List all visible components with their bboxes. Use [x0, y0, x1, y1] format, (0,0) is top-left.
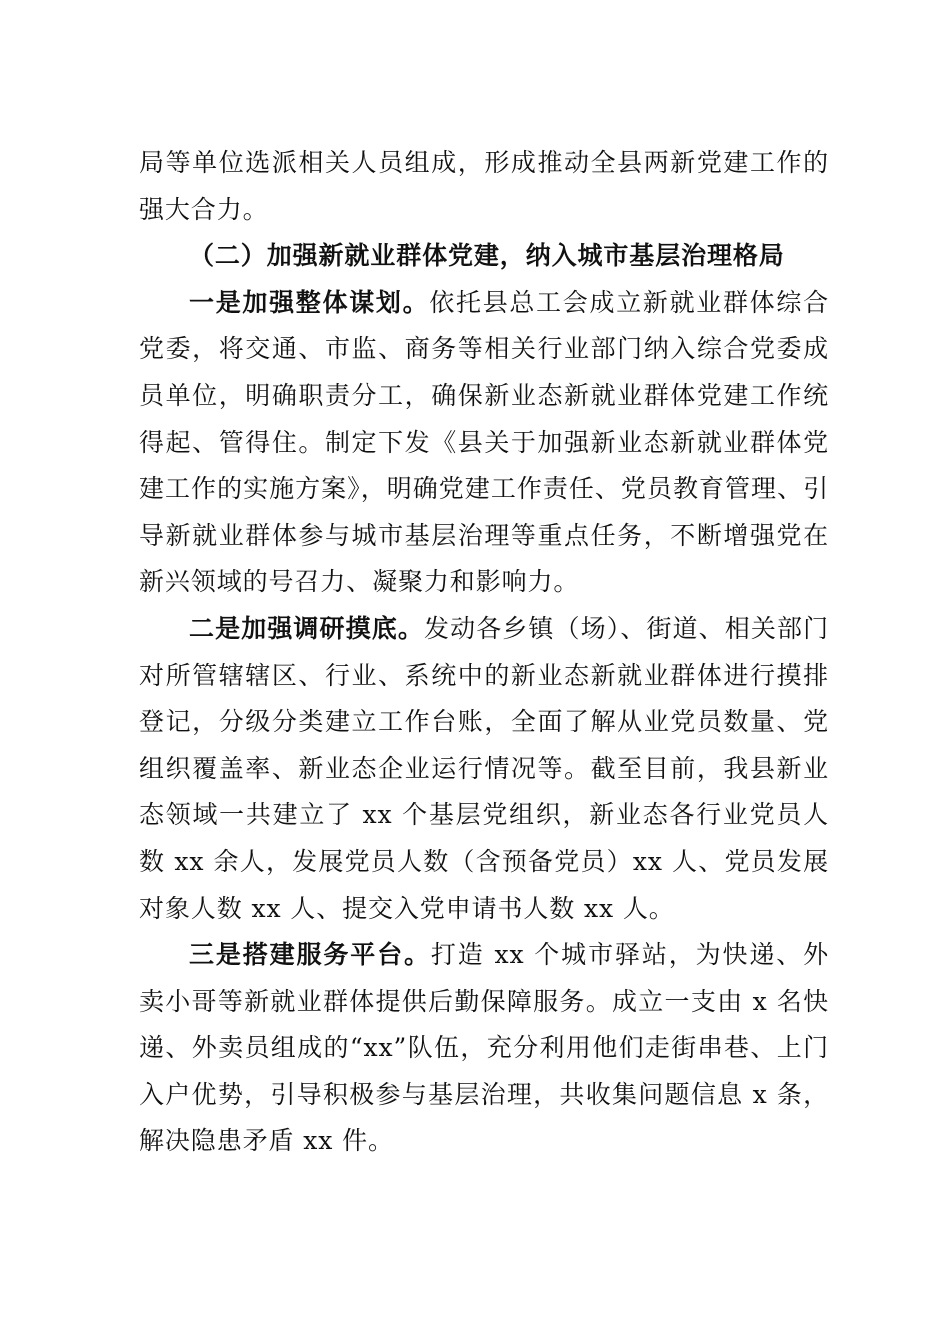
paragraph-item-3 [139, 932, 829, 1165]
section-heading: （二）加强新就业群体党建，纳入城市基层治理格局 [189, 241, 785, 271]
item-3-body: 打造 xx 个城市驿站，为快递、外卖小哥等新就业群体提供后勤保障服务。成立一支由 x 名快递、外卖员组成的“xx”队伍，充分利用他们走街串巷、上门入户优势，引导积极参与基层治理，共收集问题信息 x 条，解决隐患矛盾 xx 件。 [139, 940, 829, 1156]
item-1-lead: 一是加强整体谋划。 [189, 287, 430, 317]
item-2-body: 发动各乡镇（场）、街道、相关部门对所管辖辖区、行业、系统中的新业态新就业群体进行摸排登记，分级分类建立工作台账，全面了解从业党员数量、党组织覆盖率、新业态企业运行情况等。截至目前，我县新业态领域一共建立了 xx 个基层党组织，新业态各行业党员人数 xx 余人，发展党员人数（含预备党员）xx 人、党员发展对象人数 xx 人、提交入党申请书人数 xx 人。 [139, 613, 830, 923]
item-1-body: 依托县总工会成立新就业群体综合党委，将交通、市监、商务等相关行业部门纳入综合党委成员单位，明确职责分工，确保新业态新就业群体党建工作统得起、管得住。制定下发《县关于加强新业态新就业群体党建工作的实施方案》，明确党建工作责任、党员教育管理、引导新就业群体参与城市基层治理等重点任务，不断增强党在新兴领域的号召力、凝聚力和影响力。 [139, 287, 829, 597]
paragraph-item-2 [139, 606, 829, 932]
paragraph-item-1 [139, 280, 829, 606]
paragraph-continued: 局等单位选派相关人员组成，形成推动全县两新党建工作的强大合力。 [139, 148, 829, 224]
item-3-lead: 三是搭建服务平台。 [189, 940, 431, 970]
item-2-lead: 二是加强调研摸底。 [189, 613, 424, 643]
document-body [139, 140, 829, 1165]
